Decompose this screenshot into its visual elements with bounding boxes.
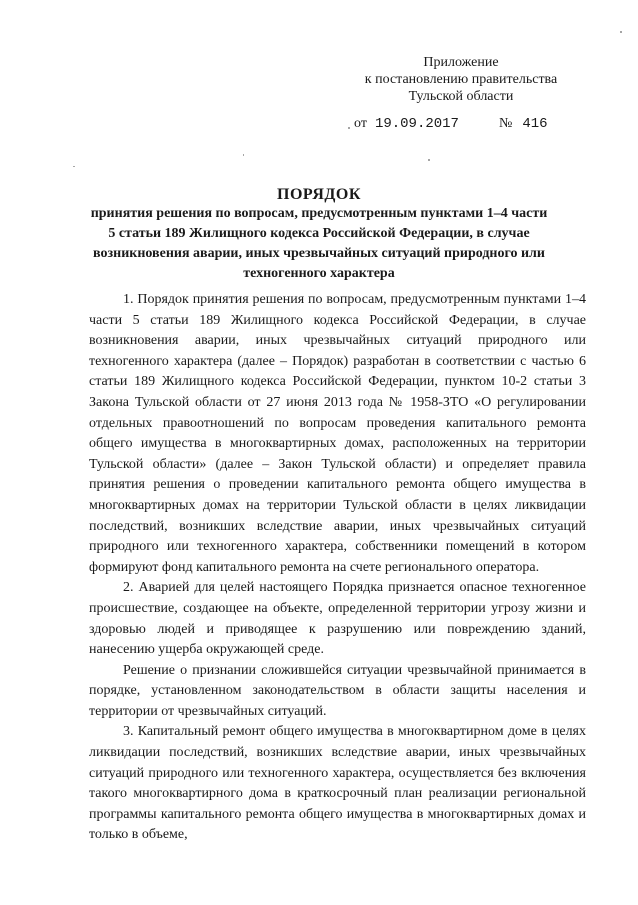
- paragraph-2-continued: Решение о признании сложившейся ситуации чрезвычайной принимается в порядке, установленном законодательством в области защиты населения и территории от чрезвычайных ситуаций.: [89, 662, 586, 719]
- decree-number: 416: [522, 116, 548, 132]
- paragraph-2: 2. Аварией для целей настоящего Порядка признается опасное техногенное происшествие, создающее на объекте, определенной территории угрозу жизни и здоровью людей и приводящее к разрушению или повреждению зданий, нанесению ущерба окружающей среде.: [89, 580, 586, 658]
- document-subtitle: принятия решения по вопросам, предусмотренным пунктами 1–4 части 5 статьи 189 Жилищного кодекса Российской Федерации, в случае возникновения аварии, иных чрезвычайных ситуаций природного или техногенного характера: [90, 206, 548, 281]
- scan-speck: [428, 159, 430, 161]
- decree-date: 19.09.2017: [374, 116, 459, 132]
- from-label: от: [354, 116, 367, 131]
- document-heading: [90, 185, 548, 284]
- annex-region: Тульской области: [408, 89, 514, 104]
- document-body: [89, 290, 586, 846]
- annex-reference: к постановлению правительства: [364, 72, 558, 87]
- decree-date-number: [354, 116, 548, 132]
- number-label: №: [498, 116, 513, 131]
- annex-label: Приложение: [423, 55, 499, 70]
- scan-speck: [348, 127, 350, 129]
- scan-speck: [73, 166, 75, 167]
- scan-speck: [243, 154, 244, 156]
- document-title: ПОРЯДОК: [277, 186, 361, 203]
- scan-speck: [620, 31, 622, 33]
- paragraph-3: 3. Капитальный ремонт общего имущества в многоквартирном доме в целях ликвидации последствий, возникших вследствие аварии, иных чрезвычайных ситуаций природного или техногенного характера, осуществляется без включения такого многоквартирного дома в краткосрочный план реализации региональной программы капитального ремонта общего имущества в многоквартирных домах и только в объеме,: [89, 724, 586, 843]
- annex-header: [356, 54, 566, 105]
- paragraph-1: 1. Порядок принятия решения по вопросам, предусмотренным пунктами 1–4 части 5 статьи 189 Жилищного кодекса Российской Федерации, в случае возникновения аварии, иных чрезвычайных ситуаций природного или техногенного характера (далее – Порядок) разработан в соответствии с частью 6 статьи 189 Жилищного кодекса Российской Федерации, пунктом 10-2 статьи 3 Закона Тульской области от 27 июня 2013 года № 1958-ЗТО «О регулировании отдельных правоотношений по вопросам проведения капитального ремонта общего имущества в многоквартирных домах, расположенных на территории Тульской области» (далее – Закон Тульской области) и определяет правила принятия решения о проведении капитального ремонта общего имущества в многоквартирных домах на территории Тульской области в целях ликвидации последствий, возникших вследствие аварии, иных чрезвычайных ситуаций природного или техногенного характера, собственники помещений в котором формируют фонд капитального ремонта на счете регионального оператора.: [89, 292, 586, 575]
